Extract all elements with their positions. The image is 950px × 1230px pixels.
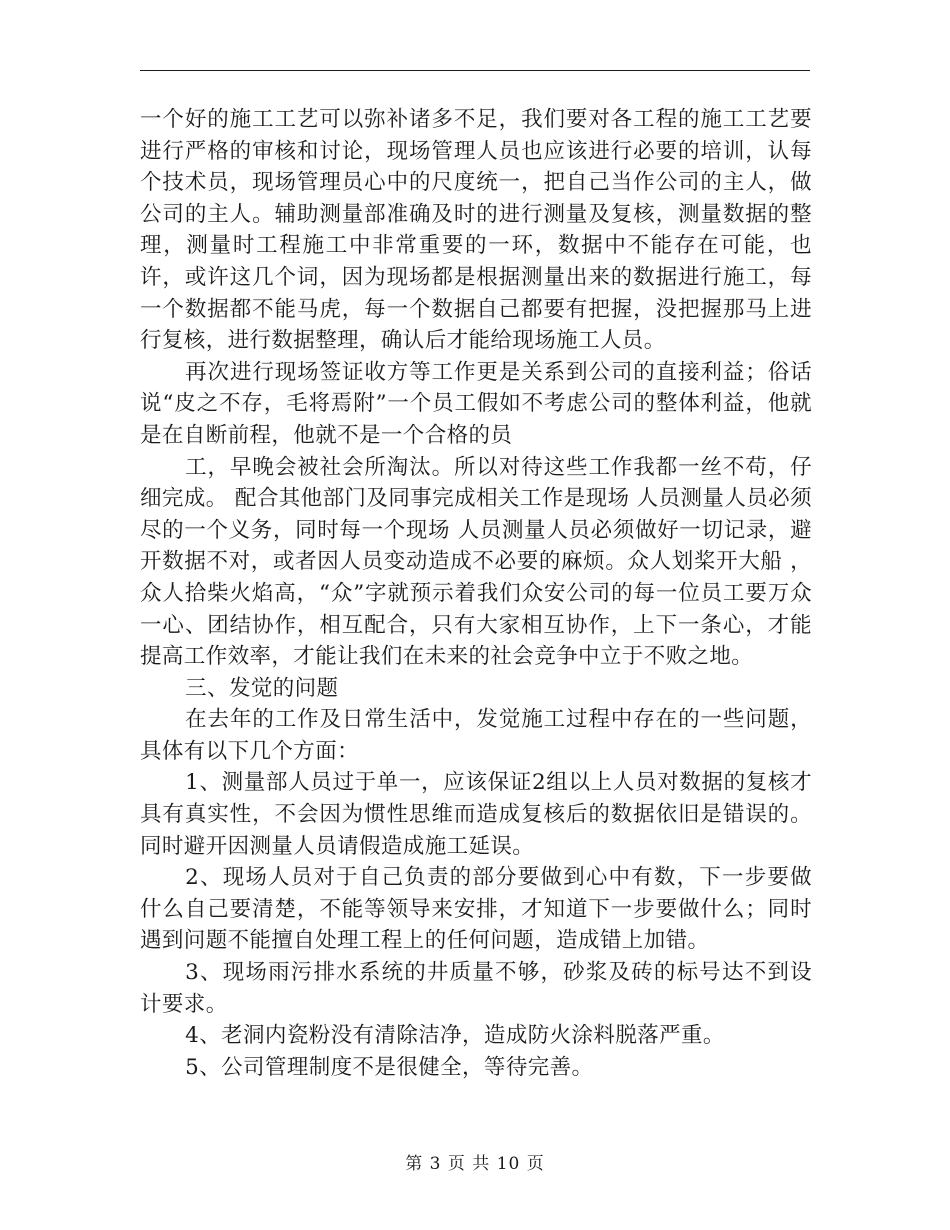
section-heading: 三、发觉的问题 <box>185 675 339 701</box>
header-rule <box>140 70 810 71</box>
list-item-3: 3、现场雨污排水系统的井质量不够，砂浆及砖的标号达不到设计要求。 <box>140 960 812 1017</box>
paragraph-2: 再次进行现场签证收方等工作更是关系到公司的直接利益；俗话说“皮之不存，毛将焉附”一个员工假如不考虑公司的整体利益，他就是在自断前程，他就不是一个合格的员 <box>140 359 812 448</box>
list-item-4: 4、老洞内瓷粉没有清除洁净，造成防火涂料脱落严重。 <box>185 1023 725 1049</box>
paragraph-3: 工，早晚会被社会所淘汰。所以对待这些工作我都一丝不苟，仔细完成。 配合其他部门及同事完成相关工作是现场 人员测量人员必须尽的一个义务，同时每一个现场 人员测量人员必须做好一切记录，避开数据不对，或者因人员变动造成不必要的麻烦。众人划桨开大船 ，众人拾柴火焰高，“众”字就预示着我们众安公司的每一位员工要万众一心、团结协作，相互配合，只有大家相互协作，上下一条心，才能提高工作效率，才能让我们在未来的社会竞争中立于不败之地。 <box>140 454 812 670</box>
list-item-1: 1、测量部人员过于单一，应该保证2组以上人员对数据的复核才具有真实性，不会因为惯性思维而造成复核后的数据依旧是错误的。同时避开因测量人员请假造成施工延误。 <box>140 770 812 859</box>
page-number-footer: 第 3 页 共 10 页 <box>405 1154 545 1174</box>
document-body <box>140 104 812 1083</box>
paragraph-1: 一个好的施工工艺可以弥补诸多不足，我们要对各工程的施工工艺要进行严格的审核和讨论，现场管理人员也应该进行必要的培训，认每个技术员，现场管理员心中的尺度统一，把自己当作公司的主人，做公司的主人。辅助测量部准确及时的进行测量及复核，测量数据的整理，测量时工程施工中非常重要的一环，数据中不能存在可能，也许，或许这几个词，因为现场都是根据测量出来的数据进行施工，每一个数据都不能马虎，每一个数据自己都要有把握，没把握那马上进行复核，进行数据整理，确认后才能给现场施工人员。 <box>140 107 812 354</box>
list-item-2: 2、现场人员对于自己负责的部分要做到心中有数，下一步要做什么自己要清楚，不能等领导来安排，才知道下一步要做什么；同时遇到问题不能擅自处理工程上的任何问题，造成错上加错。 <box>140 865 812 954</box>
list-item-5: 5、公司管理制度不是很健全，等待完善。 <box>185 1054 594 1080</box>
paragraph-intro: 在去年的工作及日常生活中，发觉施工过程中存在的一些问题，具体有以下几个方面： <box>140 707 812 764</box>
